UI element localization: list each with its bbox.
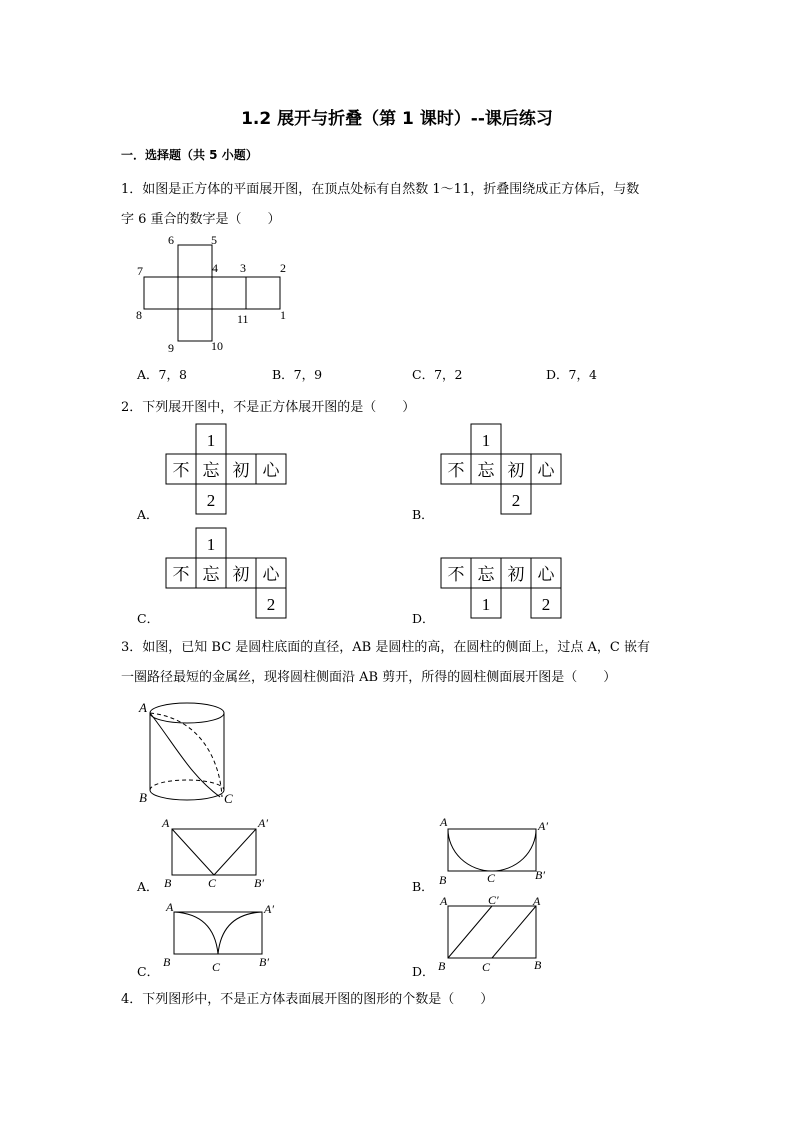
q3-letter-c: C． bbox=[137, 964, 160, 979]
q3-letter-a: A． bbox=[137, 879, 159, 894]
q3-pt: C bbox=[212, 960, 221, 974]
q3-cyl-label: A bbox=[139, 700, 147, 715]
q2-cell: 心 bbox=[262, 565, 280, 584]
q2-cell: 1 bbox=[206, 431, 216, 450]
q1-option-a: A．7，8 bbox=[137, 367, 187, 382]
q1-label: 2 bbox=[280, 261, 286, 275]
q4-text: 4．下列图形中，不是正方体表面展开图的图形的个数是（ ） bbox=[121, 992, 494, 1007]
q3-pt: A bbox=[533, 894, 541, 908]
q3-pt: B bbox=[164, 876, 172, 890]
q2-cell: 初 bbox=[232, 565, 250, 584]
q2-cell: 忘 bbox=[477, 461, 495, 480]
q1-option-c: C．7，2 bbox=[412, 367, 463, 382]
q1-label: 10 bbox=[211, 339, 223, 353]
q2-cell: 2 bbox=[541, 595, 551, 614]
q2-cell: 初 bbox=[507, 565, 525, 584]
q3-pt: A bbox=[162, 816, 170, 830]
q2-letter-a: A． bbox=[137, 507, 159, 522]
q1-label: 3 bbox=[240, 261, 246, 275]
q3-pt: B bbox=[534, 958, 542, 972]
q3-letter-b: B． bbox=[412, 879, 434, 894]
q2-cell: 1 bbox=[481, 431, 491, 450]
q2-cell: 忘 bbox=[202, 565, 220, 584]
q1-label: 9 bbox=[168, 341, 174, 355]
page-title: 1.2 展开与折叠（第 1 课时）--课后练习 bbox=[241, 109, 553, 129]
q1-label: 11 bbox=[237, 312, 249, 326]
q2-cell: 2 bbox=[266, 595, 276, 614]
q2-cell: 心 bbox=[262, 461, 280, 480]
q1-label: 4 bbox=[212, 261, 218, 275]
q3-pt: A′ bbox=[264, 902, 274, 916]
q3-pt: C bbox=[487, 871, 496, 885]
q1-option-d: D．7，4 bbox=[546, 367, 597, 382]
q3-pt: B bbox=[163, 955, 171, 969]
q2-cell: 不 bbox=[447, 461, 465, 480]
q1-text-line1: 1．如图是正方体的平面展开图，在顶点处标有自然数 1～11，折叠围绕成正方体后，与数 bbox=[121, 182, 640, 197]
q3-pt: A bbox=[440, 815, 448, 829]
q2-text: 2．下列展开图中，不是正方体展开图的是（ ） bbox=[121, 400, 416, 415]
q3-pt: B′ bbox=[254, 876, 264, 890]
q3-pt: B′ bbox=[259, 955, 269, 969]
q2-cell: 心 bbox=[537, 565, 555, 584]
q3-pt: B bbox=[438, 959, 446, 973]
q3-pt: C bbox=[208, 876, 217, 890]
q3-text-line1: 3．如图，已知 BC 是圆柱底面的直径，AB 是圆柱的高，在圆柱的侧面上，过点 A，C 嵌有 bbox=[121, 640, 650, 655]
q1-text-line2: 字 6 重合的数字是（ ） bbox=[121, 212, 281, 227]
q2-cell: 不 bbox=[447, 565, 465, 584]
q3-cyl-label: B bbox=[139, 790, 147, 805]
q2-cell: 不 bbox=[172, 565, 190, 584]
q3-letter-d: D． bbox=[412, 964, 435, 979]
q2-letter-c: C． bbox=[137, 611, 160, 626]
q3-pt: A bbox=[440, 894, 448, 908]
section-heading: 一．选择题（共 5 小题） bbox=[121, 148, 258, 162]
q2-cell: 忘 bbox=[477, 565, 495, 584]
q1-label: 5 bbox=[211, 233, 217, 247]
q3-pt: C′ bbox=[488, 893, 499, 907]
q3-pt: B bbox=[439, 873, 447, 887]
q1-label: 8 bbox=[136, 308, 142, 322]
q2-cell: 2 bbox=[511, 491, 521, 510]
q2-cell: 1 bbox=[206, 535, 216, 554]
q1-option-b: B．7，9 bbox=[272, 367, 323, 382]
q3-pt: A′ bbox=[258, 816, 268, 830]
q2-cell: 2 bbox=[206, 491, 216, 510]
q3-cyl-label: C bbox=[224, 791, 233, 806]
q2-cell: 不 bbox=[172, 461, 190, 480]
q2-cell: 忘 bbox=[202, 461, 220, 480]
q2-cell: 1 bbox=[481, 595, 491, 614]
q1-label: 7 bbox=[137, 264, 143, 278]
q3-pt: A′ bbox=[538, 819, 548, 833]
q2-letter-d: D． bbox=[412, 611, 435, 626]
q1-label: 1 bbox=[280, 308, 286, 322]
q3-pt: B′ bbox=[535, 868, 545, 882]
q1-label: 6 bbox=[168, 233, 174, 247]
q3-pt: C bbox=[482, 960, 491, 974]
q2-cell: 心 bbox=[537, 461, 555, 480]
q3-text-line2: 一圈路径最短的金属丝，现将圆柱侧面沿 AB 剪开，所得的圆柱侧面展开图是（ ） bbox=[121, 670, 617, 685]
q3-pt: A bbox=[166, 900, 174, 914]
q2-cell: 初 bbox=[232, 461, 250, 480]
q2-letter-b: B． bbox=[412, 507, 434, 522]
q2-cell: 初 bbox=[507, 461, 525, 480]
